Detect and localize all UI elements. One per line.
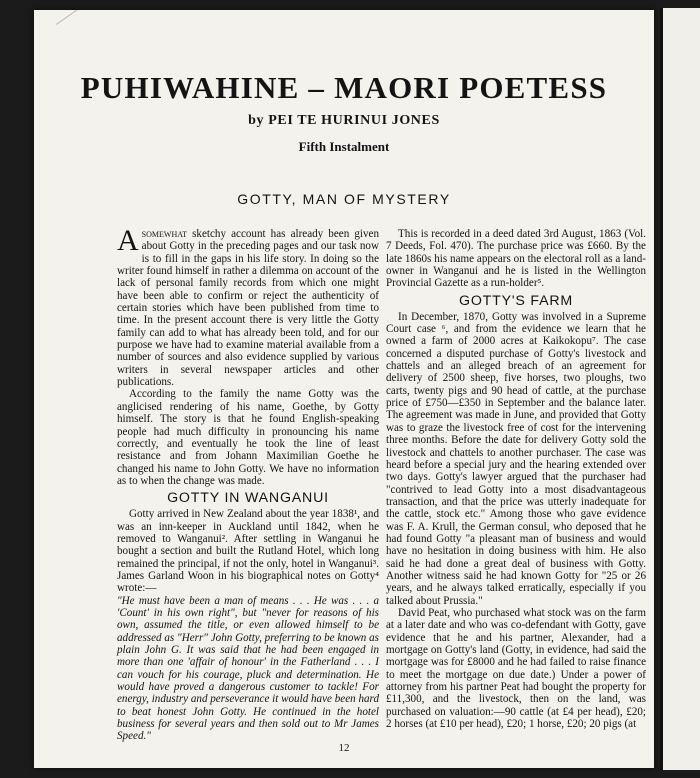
subheading-gottys-farm: GOTTY'S FARM xyxy=(459,292,573,309)
lead-word: somewhat xyxy=(141,228,188,240)
article-title: PUHIWAHINE – MAORI POETESS xyxy=(80,70,608,105)
right-paragraph-3: David Peat, who purchased what stock was on the farm at a later date and who was co-defendant with Gotty, gave evidence that he and his partner, Alexander, had a mortgage on Gotty's land (Gotty, in evidence, had said the mortgage was for £8000 and he had failed to raise finance to meet the mortgage on due date.) Under a power of attorney from his partner Peat had bought the property for £11,300, and the livestock, then on the land, was purchased on valuation:—90 cattle (at £4 per head), £20; 2 horses (at £10 per head), £20; 1 horse, £20; 20 pigs (at xyxy=(386,606,646,731)
drop-cap: A xyxy=(117,224,139,257)
left-paragraph-3: Gotty arrived in New Zealand about the year 1838¹, and was an inn-keeper in Auckland until 1842, when he removed to Wanganui². After settling in Wanganui he bought a section and built the Rutland Hotel, which long remained the principal, if not the only, hotel in Wanganui³. James Garland Woon in his biographical notes on Gotty⁴ wrote:— xyxy=(117,508,379,595)
section-title: GOTTY, MAN OF MYSTERY xyxy=(237,191,451,207)
document-page xyxy=(34,10,654,768)
article-byline: by PEI TE HURINUI JONES xyxy=(248,113,440,128)
page-number: 12 xyxy=(338,742,350,754)
right-paragraph-2: In December, 1870, Gotty was involved in a Supreme Court case ⁶, and from the evidence we learn that he owned a farm of 2000 acres at Kaikokopu⁷. The case concerned a disputed purchase of Gotty's livestock and chattels and an alleged breach of an agreement for delivery of 2500 sheep, five horses, two ploughs, two carts, twenty pigs and 90 head of cattle, at the purchase price of £750—£350 in September and the balance later. The agreement was made in June, and provided that Gotty was to graze the livestock free of cost for the intervening three months. Before the date for delivery Gotty sold the livestock and chattels to another purchaser. The case was heard before a special jury and the hearing extended over two days. Gotty's lawyer argued that the purchaser had "contrived to lead Gotty into a most disadvantageous transaction, and that the price was utterly inadequate for the cattle, stock etc." Among those who gave evidence was F. A. Krull, the German consul, who deposed that he had found Gotty "a pleasant man of business and would have no hesitation in doing business with him. He also said he had done a great deal of business with Gotty. Another witness said he had known Gotty for "25 or 26 years, and he always talked erratically, especially if you talked about Prussia." xyxy=(386,310,646,607)
next-page-edge xyxy=(660,8,700,770)
instalment-label: Fifth Instalment xyxy=(298,139,390,154)
right-paragraph-1: This is recorded in a deed dated 3rd August, 1863 (Vol. 7 Deeds, Fol. 470). The purchase price was £660. By the late 1860s his name appears on the electoral roll as a land-owner in Wanganui and he is listed in the Wellington Provincial Gazette as a run-holder⁵. xyxy=(386,228,646,290)
right-column xyxy=(386,228,646,730)
left-column xyxy=(117,224,379,743)
left-paragraph-1 xyxy=(117,224,379,389)
left-paragraph-2: According to the family the name Gotty was the anglicised rendering of his name, Goethe, by Gotty himself. The story is that he found English-speaking people had much difficulty in pronouncing his name correctly, and eventually he took the line of least resistance and from Johann Maximilian Goethe he changed his name to John Gotty. We have no information as to when the change was made. xyxy=(117,388,379,487)
subheading-gotty-in-wanganui: GOTTY IN WANGANUI xyxy=(167,490,329,507)
paragraph-text: sketchy account has already been given about Gotty in the preceding pages and our task now is to fill in the gaps in his life story. In doing so the writer found himself in rather a dilemma on account of the lack of personal family records from which one might have been able to confirm or reject the authenticity of certain stories which have been published from time to time. In the present account there is very little the Gotty family can add to what has already been told, and for our purpose we have had to examine material available from a number of sources and also evidence supplied by various writers in several newspaper articles and other publications. xyxy=(117,228,379,389)
woon-quote: "He must have been a man of means . . . He was . . . a 'Count' in his own right", but "never for reasons of his own, assumed the title, or even allowed himself to be addressed as "Herr" John Gotty, preferring to be known as plain John G. It was said that he had been engaged in more than one 'affair of honour' in the Fatherland . . . I can vouch for his courage, pluck and determination. He would have proved a dangerous customer to tackle! For energy, industry and perseverance it would have been hard to beat honest John Gotty. He continued in the hotel business for several years and then sold out to Mr James Speed." xyxy=(117,594,379,743)
